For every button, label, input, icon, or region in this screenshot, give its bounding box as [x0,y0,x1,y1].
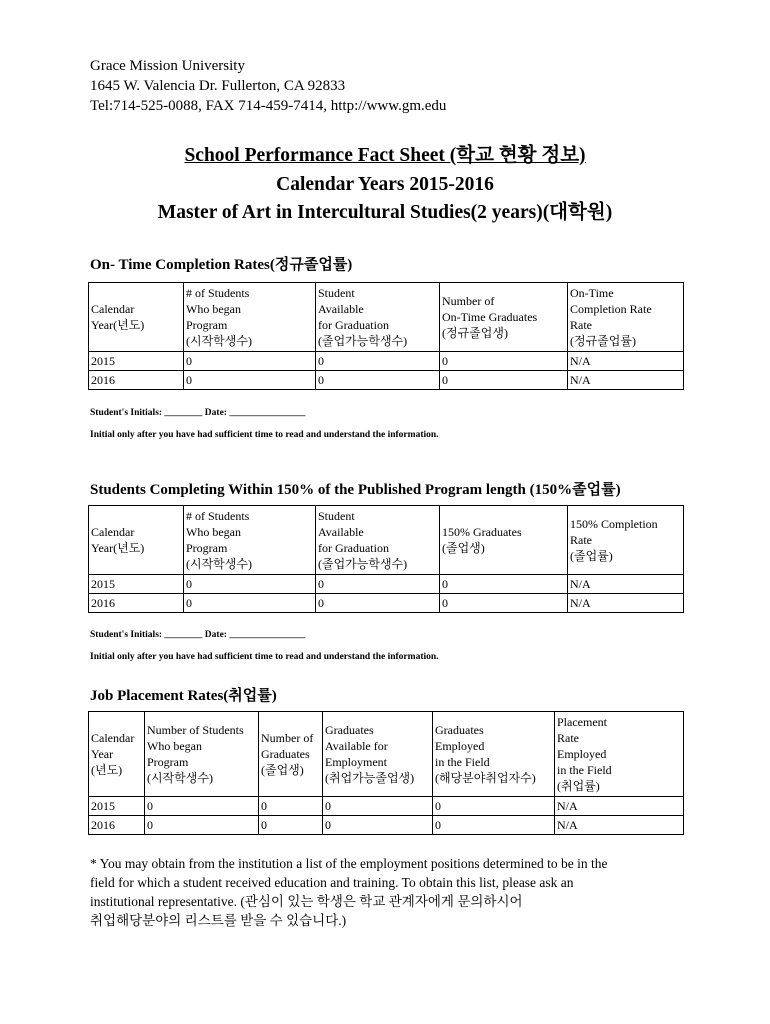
graduates-cell: 0 [259,797,323,816]
employed-cell: 0 [433,816,555,835]
graduates-cell: 0 [440,352,568,371]
program-title: Master of Art in Intercultural Studies(2 years)(대학원) [157,202,613,223]
header-cell: Calendar Year (년도) [91,731,135,777]
began-cell: 0 [184,352,316,371]
initials-note: Initial only after you have had sufficient time to read and understand the information. [90,652,439,662]
available-cell: 0 [316,371,440,390]
table-header-row [89,283,684,352]
header-cell: 150% Graduates (졸업생) [442,525,522,555]
year-cell: 2015 [89,352,184,371]
document-titles [0,142,770,228]
institution-header [90,56,446,116]
year-cell: 2016 [89,371,184,390]
on-time-heading: On- Time Completion Rates(정규졸업률) [90,257,353,273]
table-row [89,371,684,390]
placement-heading: Job Placement Rates(취업률) [90,688,277,704]
header-cell: On-Time Completion Rate Rate (정규졸업률) [570,286,652,348]
header-cell: Graduates Employed in the Field (해당분야취업자수) [435,723,536,785]
institution-contact: Tel:714-525-0088, FAX 714-459-7414, http://www.gm.edu [90,98,447,114]
available-cell: 0 [323,797,433,816]
graduates-cell: 0 [440,575,568,594]
footnote-line: institutional representative. (관심이 있는 학생은 학교 관계자에게 문의하시어 [90,894,523,909]
rate-cell: N/A [555,816,684,835]
table-row [89,575,684,594]
institution-name: Grace Mission University [90,58,245,74]
graduates-cell: 0 [440,371,568,390]
page-title: School Performance Fact Sheet (학교 현황 정보) [184,145,586,166]
header-cell: Calendar Year(년도) [91,302,145,332]
graduates-cell: 0 [259,816,323,835]
header-cell: Number of On-Time Graduates (정규졸업생) [442,294,538,340]
table-row [89,352,684,371]
header-cell: Number of Graduates (졸업생) [261,731,314,777]
header-cell: Placement Rate Employed in the Field (취업률) [557,715,612,793]
began-cell: 0 [145,797,259,816]
header-cell: Number of Students Who began Program (시작학생수) [147,723,244,785]
began-cell: 0 [184,594,316,613]
table-row [89,816,684,835]
institution-address: 1645 W. Valencia Dr. Fullerton, CA 92833 [90,78,346,94]
footnote-line: 취업해당분야의 리스트를 받을 수 있습니다.) [90,913,347,928]
began-cell: 0 [184,575,316,594]
footnote-line: field for which a student received education and training. To obtain this list, please ask an [90,875,574,890]
began-cell: 0 [145,816,259,835]
initials-line: Student's Initials: ________ Date: ________________ [90,408,306,418]
footnote-line: * You may obtain from the institution a list of the employment positions determined to be in the [90,856,608,871]
header-cell: # of Students Who began Program (시작학생수) [186,286,252,348]
year-cell: 2016 [89,816,145,835]
available-cell: 0 [316,575,440,594]
table-row [89,797,684,816]
initials-line: Student's Initials: ________ Date: ________________ [90,630,306,640]
graduates-cell: 0 [440,594,568,613]
placement-table [88,711,684,835]
year-cell: 2015 [89,575,184,594]
completion-150-heading: Students Completing Within 150% of the Published Program length (150%졸업률) [90,482,621,498]
on-time-table [88,282,684,390]
table-header-row [89,712,684,797]
rate-cell: N/A [568,371,684,390]
year-cell: 2016 [89,594,184,613]
available-cell: 0 [316,594,440,613]
header-cell: 150% Completion Rate (졸업률) [570,517,658,563]
initials-note: Initial only after you have had sufficient time to read and understand the information. [90,430,439,440]
rate-cell: N/A [568,352,684,371]
header-cell: Calendar Year(년도) [91,525,145,555]
employed-cell: 0 [433,797,555,816]
rate-cell: N/A [568,594,684,613]
header-cell: # of Students Who began Program (시작학생수) [186,509,252,571]
header-cell: Student Available for Graduation (졸업가능학생수) [318,286,408,348]
year-cell: 2015 [89,797,145,816]
header-cell: Graduates Available for Employment (취업가능졸업생) [325,723,415,785]
began-cell: 0 [184,371,316,390]
completion-150-table [88,505,684,613]
employment-footnote [90,854,690,930]
table-row [89,594,684,613]
calendar-years-title: Calendar Years 2015-2016 [276,173,494,195]
rate-cell: N/A [555,797,684,816]
table-header-row [89,506,684,575]
header-cell: Student Available for Graduation (졸업가능학생수) [318,509,408,571]
available-cell: 0 [316,352,440,371]
available-cell: 0 [323,816,433,835]
rate-cell: N/A [568,575,684,594]
